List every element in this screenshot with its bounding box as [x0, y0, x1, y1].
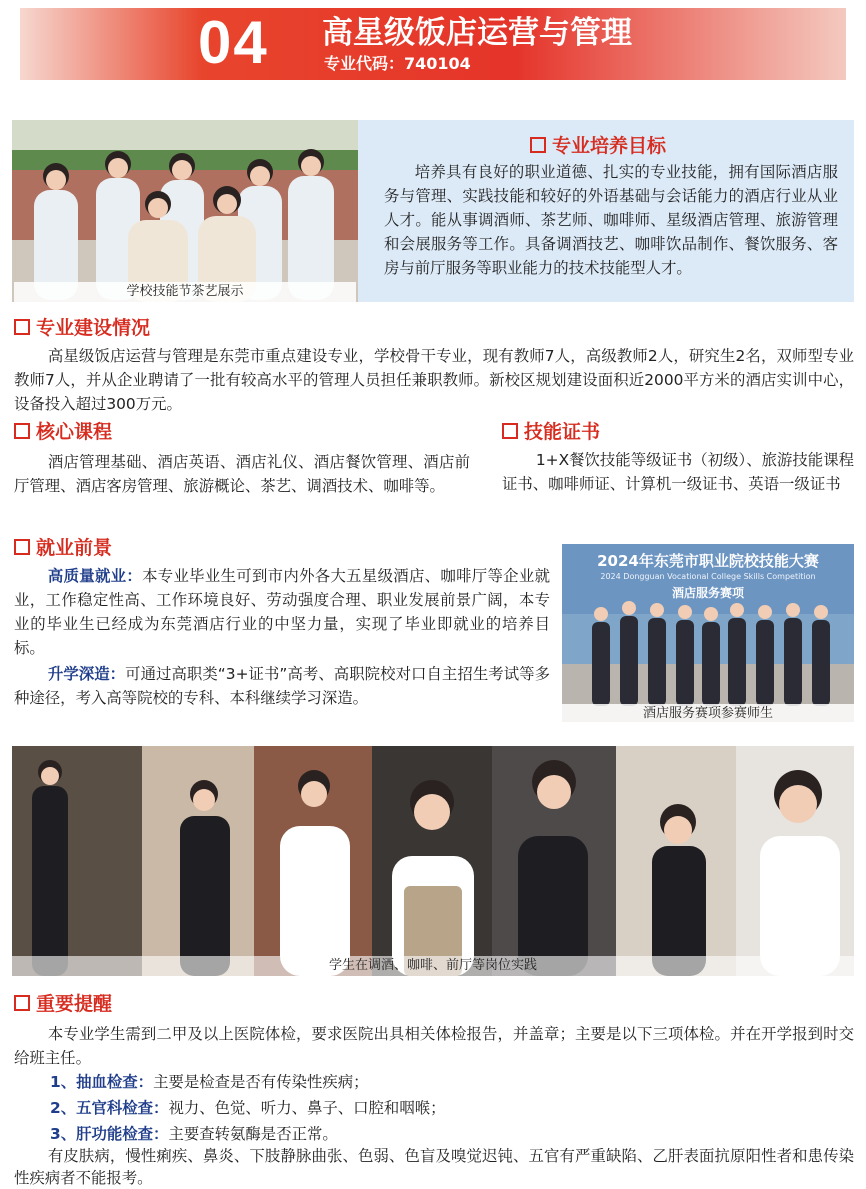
reminder-item-text: 视力、色觉、听力、鼻子、口腔和咽喉；: [168, 1099, 446, 1117]
certificates-heading: 技能证书: [502, 420, 600, 444]
reminder-item-3: [50, 1122, 850, 1146]
goal-text: 培养具有良好的职业道德、扎实的专业技能，拥有国际酒店服务与管理、实践技能和较好的外语基础与会话能力的酒店行业从业人才。能从事调酒师、茶艺师、咖啡师、星级酒店管理、旅游管理和会展服务等工作。具备调酒技艺、咖啡饮品制作、餐饮服务、客房与前厅服务等职业能力的技术技能型人才。: [384, 163, 838, 277]
employment-p1-text: 本专业毕业生可到市内外各大五星级酒店、咖啡厅等企业就业，工作稳定性高、工作环境良好、劳动强度合理、职业发展前景广阔，本专业的毕业生已经成为东莞酒店行业的中坚力量，实现了毕业即就业的培养目标。: [14, 567, 550, 657]
employment-p2-label: 升学深造：: [47, 665, 126, 683]
reminder-footer: 有皮肤病，慢性痢疾、鼻炎、下肢静脉曲张、色弱、色盲及嗅觉迟钝、五官有严重缺陷、乙肝表面抗原阳性者和患传染性疾病者不能报考。: [14, 1147, 854, 1187]
employment-p2-text: 可通过高职类“3+证书”高考、高职院校对口自主招生考试等多种途径，考入高等院校的专科、本科继续学习深造。: [14, 665, 550, 707]
section-number: 04: [198, 9, 269, 76]
courses-heading: 核心课程: [14, 420, 112, 444]
page-title: 高星级饭店运营与管理: [322, 15, 632, 51]
reminder-heading: 重要提醒: [14, 992, 112, 1016]
reminder-item-text: 主要查转氨酶是否正常。: [168, 1125, 338, 1143]
reminder-item-2: [50, 1096, 850, 1120]
checkbox-icon: [14, 319, 30, 335]
reminder-item-text: 主要是检查是否有传染性疾病；: [153, 1073, 369, 1091]
tea-photo-caption: 学校技能节茶艺展示: [14, 282, 356, 302]
employment-p1: [14, 564, 550, 660]
courses-text: 酒店管理基础、酒店英语、酒店礼仪、酒店餐饮管理、酒店前厅管理、酒店客房管理、旅游概论、茶艺、调酒技术、咖啡等。: [14, 453, 470, 495]
tea-art-photo: [12, 120, 358, 302]
goal-heading: 专业培养目标: [530, 134, 666, 158]
employment-heading: 就业前景: [14, 536, 112, 560]
employment-p1-label: 高质量就业：: [47, 567, 143, 585]
competition-banner-en: 2024 Dongguan Vocational College Skills Competition: [600, 572, 816, 581]
construction-text: 高星级饭店运营与管理是东莞市重点建设专业，学校骨干专业，现有教师7人，高级教师2人，研究生2名，双师型专业教师7人，并从企业聘请了一批有较高水平的管理人员担任兼职教师。新校区规划建设面积近2000平方米的酒店实训中心，设备投入超过300万元。: [14, 347, 854, 413]
competition-banner-sub: 酒店服务赛项: [671, 586, 744, 600]
competition-caption: 酒店服务赛项参赛师生: [562, 704, 854, 724]
practice-caption: 学生在调酒、咖啡、前厅等岗位实践: [12, 956, 854, 976]
competition-photo: [562, 544, 854, 722]
reminder-item-label: 3、肝功能检查：: [50, 1125, 169, 1143]
reminder-item-label: 1、抽血检查：: [50, 1073, 154, 1091]
practice-photo-strip: [12, 746, 854, 976]
reminder-item-label: 2、五官科检查：: [50, 1099, 169, 1117]
checkbox-icon: [502, 423, 518, 439]
construction-heading: 专业建设情况: [14, 316, 150, 340]
major-code: 专业代码：740104: [324, 54, 471, 73]
reminder-intro: 本专业学生需到二甲及以上医院体检，要求医院出具相关体检报告，并盖章；主要是以下三项体检。并在开学报到时交给班主任。: [14, 1025, 854, 1067]
checkbox-icon: [14, 423, 30, 439]
competition-banner-title: 2024年东莞市职业院校技能大赛: [597, 552, 819, 570]
certificates-text: 1+X餐饮技能等级证书（初级）、旅游技能课程证书、咖啡师证、计算机一级证书、英语一级证书: [502, 451, 854, 493]
checkbox-icon: [530, 137, 546, 153]
checkbox-icon: [14, 995, 30, 1011]
checkbox-icon: [14, 539, 30, 555]
employment-p2: [14, 662, 550, 710]
reminder-item-1: [50, 1070, 850, 1094]
